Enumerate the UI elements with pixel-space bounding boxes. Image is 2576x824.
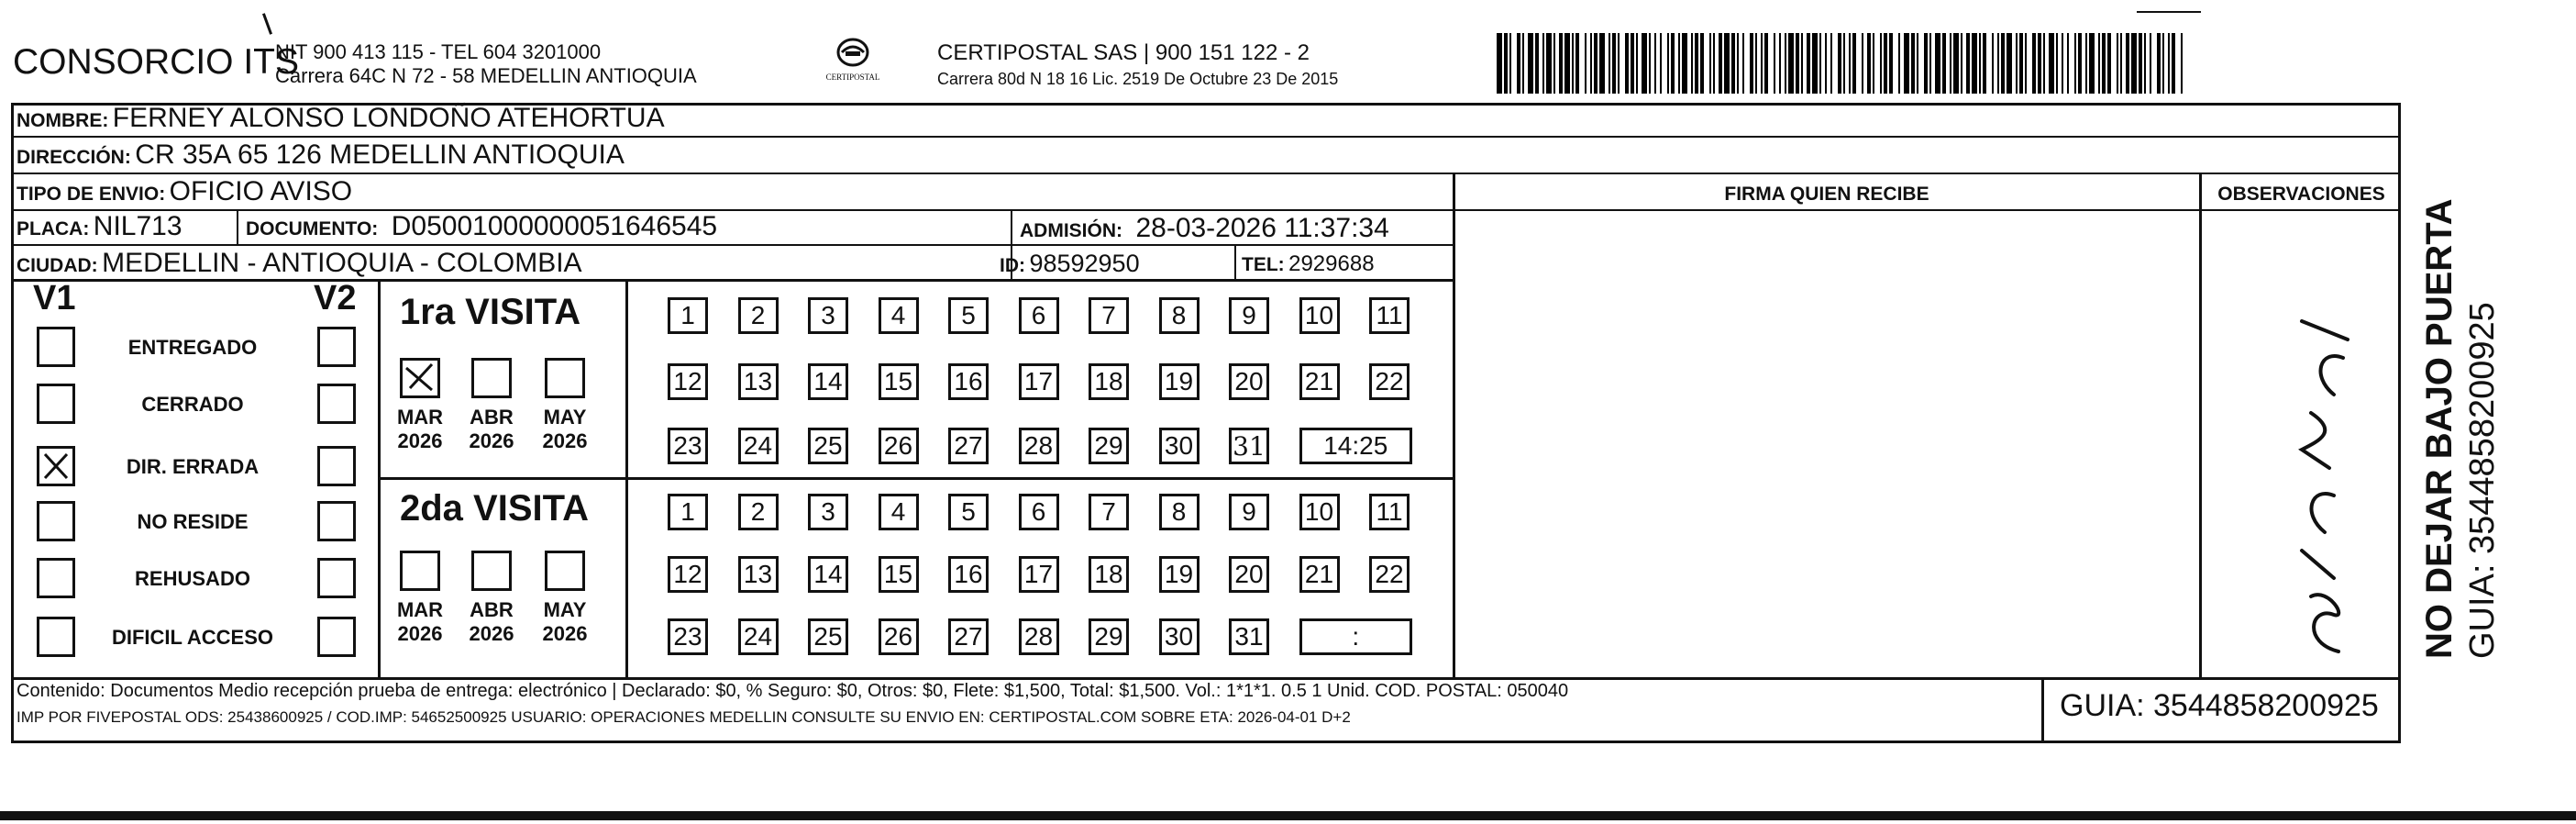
- day-box[interactable]: 8: [1159, 494, 1200, 530]
- day-box[interactable]: 8: [1159, 297, 1200, 334]
- carrier-line: CERTIPOSTAL SAS | 900 151 122 - 2: [937, 40, 1310, 65]
- day-box[interactable]: 11: [1369, 297, 1410, 334]
- day-box[interactable]: 28: [1019, 618, 1059, 655]
- second-visit-title: 2da VISITA: [400, 488, 589, 529]
- v2-checkbox[interactable]: [317, 617, 356, 657]
- status-label: ENTREGADO: [127, 336, 258, 359]
- year-label: 2026: [469, 622, 514, 645]
- direccion-row: [17, 139, 625, 171]
- documento-value: D05001000000051646545: [391, 211, 718, 241]
- time-box[interactable]: :: [1299, 618, 1413, 655]
- guia-box: GUIA: 3544858200925: [2060, 688, 2379, 723]
- day-box[interactable]: 25: [808, 428, 848, 464]
- check-mark-icon: [39, 449, 72, 484]
- company-address: Carrera 64C N 72 - 58 MEDELLIN ANTIOQUIA: [275, 64, 697, 87]
- tel-value: 2929688: [1288, 251, 1375, 276]
- v1-header: V1: [33, 279, 76, 317]
- month-label: MAR: [396, 598, 444, 621]
- day-box[interactable]: 22: [1369, 363, 1410, 400]
- day-box[interactable]: 12: [668, 556, 708, 593]
- v1-checkbox[interactable]: [37, 446, 75, 486]
- day-box[interactable]: 7: [1089, 494, 1129, 530]
- day-box[interactable]: 22: [1369, 556, 1410, 593]
- v1-checkbox[interactable]: [37, 558, 75, 598]
- day-box[interactable]: 16: [948, 363, 989, 400]
- footer-print-line: IMP POR FIVEPOSTAL ODS: 25438600925 / COD.IMP: 54652500925 USUARIO: OPERACIONES MEDELLIN CONSULTE SU ENVIO EN: CERTIPOSTAL.COM SOBRE ETA: 2026-04-01 D+2: [17, 708, 1351, 726]
- carrier-logo-icon: [835, 37, 871, 68]
- day-box[interactable]: 5: [948, 297, 989, 334]
- day-box[interactable]: 26: [879, 618, 919, 655]
- time-box[interactable]: 14:25: [1299, 428, 1413, 464]
- v2-checkbox[interactable]: [317, 327, 356, 367]
- day-box[interactable]: 23: [668, 618, 708, 655]
- day-box[interactable]: 17: [1019, 363, 1059, 400]
- day-box[interactable]: 21: [1299, 363, 1340, 400]
- v1-checkbox[interactable]: [37, 384, 75, 424]
- status-label: DIFICIL ACCESO: [111, 626, 273, 649]
- logo-text: CERTIPOSTAL: [825, 72, 880, 82]
- day-box[interactable]: 27: [948, 428, 989, 464]
- day-box[interactable]: 3: [808, 297, 848, 334]
- month-checkbox[interactable]: [545, 551, 585, 591]
- day-box[interactable]: 10: [1299, 297, 1340, 334]
- day-box[interactable]: 19: [1159, 363, 1200, 400]
- day-box[interactable]: 30: [1159, 618, 1200, 655]
- day-box[interactable]: 14: [808, 556, 848, 593]
- tipo-value: OFICIO AVISO: [169, 176, 353, 206]
- company-info: [275, 40, 697, 88]
- month-checkbox[interactable]: [400, 358, 440, 398]
- day-box[interactable]: 30: [1159, 428, 1200, 464]
- observaciones-header: OBSERVACIONES: [2217, 184, 2385, 205]
- day-box[interactable]: 1: [668, 494, 708, 530]
- year-label: 2026: [469, 429, 514, 452]
- day-box[interactable]: 1: [668, 297, 708, 334]
- day-box[interactable]: 5: [948, 494, 989, 530]
- day-box[interactable]: 7: [1089, 297, 1129, 334]
- day-box[interactable]: 18: [1089, 556, 1129, 593]
- ciudad-value: MEDELLIN - ANTIOQUIA - COLOMBIA: [102, 248, 582, 278]
- direccion-label: DIRECCIÓN:: [17, 147, 131, 168]
- year-label: 2026: [542, 429, 588, 452]
- day-box[interactable]: 6: [1019, 297, 1059, 334]
- month-label: ABR: [470, 406, 514, 429]
- v2-checkbox[interactable]: [317, 446, 356, 486]
- day-box[interactable]: 15: [879, 363, 919, 400]
- placa-value: NIL713: [93, 211, 182, 241]
- tipo-label: TIPO DE ENVIO:: [17, 184, 166, 205]
- day-box[interactable]: 27: [948, 618, 989, 655]
- day-box[interactable]: 20: [1229, 363, 1269, 400]
- status-label: REHUSADO: [135, 567, 250, 590]
- month-checkbox[interactable]: [400, 551, 440, 591]
- day-box[interactable]: 20: [1229, 556, 1269, 593]
- day-box[interactable]: 4: [879, 494, 919, 530]
- day-box[interactable]: 29: [1089, 618, 1129, 655]
- documento-label: DOCUMENTO:: [246, 218, 379, 239]
- day-box[interactable]: 25: [808, 618, 848, 655]
- v2-checkbox[interactable]: [317, 384, 356, 424]
- v2-header: V2: [314, 279, 357, 317]
- documento-row: [246, 211, 717, 242]
- day-box[interactable]: 4: [879, 297, 919, 334]
- id-row: [1000, 250, 1140, 278]
- month-checkbox[interactable]: [471, 358, 512, 398]
- nombre-row: [17, 103, 665, 134]
- nit-line: NIT 900 413 115 - TEL 604 3201000: [275, 40, 602, 63]
- side-guia: GUIA: 3544858200925: [2463, 302, 2502, 659]
- day-box[interactable]: 15: [879, 556, 919, 593]
- day-box[interactable]: 31: [1229, 618, 1269, 655]
- nombre-label: NOMBRE:: [17, 110, 109, 131]
- day-box[interactable]: 13: [738, 363, 779, 400]
- placa-row: [17, 211, 182, 242]
- day-box[interactable]: 29: [1089, 428, 1129, 464]
- day-box[interactable]: 9: [1229, 494, 1269, 530]
- status-label: DIR. ERRADA: [126, 455, 260, 478]
- admision-label: ADMISIÓN:: [1020, 220, 1122, 241]
- barcode: [1497, 33, 2183, 94]
- status-label: CERRADO: [141, 393, 244, 416]
- first-visit-title: 1ra VISITA: [400, 292, 581, 332]
- year-label: 2026: [397, 622, 443, 645]
- v2-checkbox[interactable]: [317, 558, 356, 598]
- carrier-address: Carrera 80d N 18 16 Lic. 2519 De Octubre 23 De 2015: [937, 70, 1339, 88]
- day-box[interactable]: 10: [1299, 494, 1340, 530]
- direccion-value: CR 35A 65 126 MEDELLIN ANTIOQUIA: [135, 139, 625, 170]
- day-box[interactable]: 2: [738, 494, 779, 530]
- carrier-logo: [816, 37, 890, 82]
- side-warning: NO DEJAR BAJO PUERTA: [2419, 198, 2460, 659]
- day-box[interactable]: 2: [738, 297, 779, 334]
- month-checkbox[interactable]: [545, 358, 585, 398]
- tel-row: [1242, 251, 1375, 277]
- id-value: 98592950: [1029, 250, 1140, 277]
- tel-label: TEL:: [1242, 254, 1285, 275]
- admision-row: [1020, 213, 1389, 244]
- day-box[interactable]: 17: [1019, 556, 1059, 593]
- ciudad-row: [17, 248, 582, 279]
- v2-checkbox[interactable]: [317, 501, 356, 541]
- day-box[interactable]: 18: [1089, 363, 1129, 400]
- day-box[interactable]: 9: [1229, 297, 1269, 334]
- month-label: MAY: [543, 406, 587, 429]
- day-box[interactable]: 14: [808, 363, 848, 400]
- day-box[interactable]: 24: [738, 428, 779, 464]
- nombre-value: FERNEY ALONSO LONDOÑO ATEHORTUA: [112, 103, 665, 133]
- admision-value: 28-03-2026 11:37:34: [1135, 213, 1389, 243]
- day-box[interactable]: 16: [948, 556, 989, 593]
- day-box[interactable]: 3: [808, 494, 848, 530]
- side-vertical-text: [2417, 198, 2504, 659]
- day-box[interactable]: 12: [668, 363, 708, 400]
- day-box[interactable]: 11: [1369, 494, 1410, 530]
- company-name: CONSORCIO ITS: [13, 42, 300, 82]
- month-label: ABR: [470, 598, 514, 621]
- day-box[interactable]: 23: [668, 428, 708, 464]
- barcode-bar: [2181, 33, 2183, 94]
- id-label: ID:: [1000, 255, 1025, 276]
- tipo-row: [17, 176, 352, 207]
- v1-checkbox[interactable]: [37, 617, 75, 657]
- day-box[interactable]: 24: [738, 618, 779, 655]
- placa-label: PLACA:: [17, 218, 90, 239]
- status-label: NO RESIDE: [137, 510, 249, 533]
- day-box[interactable]: 21: [1299, 556, 1340, 593]
- ciudad-label: CIUDAD:: [17, 255, 98, 276]
- month-label: MAR: [396, 406, 444, 429]
- year-label: 2026: [397, 429, 443, 452]
- day-box[interactable]: 28: [1019, 428, 1059, 464]
- day-box[interactable]: 26: [879, 428, 919, 464]
- day-box[interactable]: 13: [738, 556, 779, 593]
- recipient-signature: [2247, 303, 2375, 670]
- v1-checkbox[interactable]: [37, 501, 75, 541]
- day-box[interactable]: 19: [1159, 556, 1200, 593]
- day-box[interactable]: 6: [1019, 494, 1059, 530]
- footer-content-line: Contenido: Documentos Medio recepción prueba de entrega: electrónico | Declarado: $0, % Seguro: $0, Otros: $0, Flete: $1,500, Total: $1,500. Vol.: 1*1*1. 0.5 1 Unid. COD. POSTAL: 050040: [17, 681, 1569, 701]
- v1-checkbox[interactable]: [37, 327, 75, 367]
- month-mark-icon: [403, 361, 437, 395]
- month-checkbox[interactable]: [471, 551, 512, 591]
- month-label: MAY: [543, 598, 587, 621]
- year-label: 2026: [542, 622, 588, 645]
- carrier-info: [937, 40, 1338, 89]
- day-box-marked[interactable]: 31: [1229, 428, 1269, 464]
- firma-header: FIRMA QUIEN RECIBE: [1724, 184, 1929, 205]
